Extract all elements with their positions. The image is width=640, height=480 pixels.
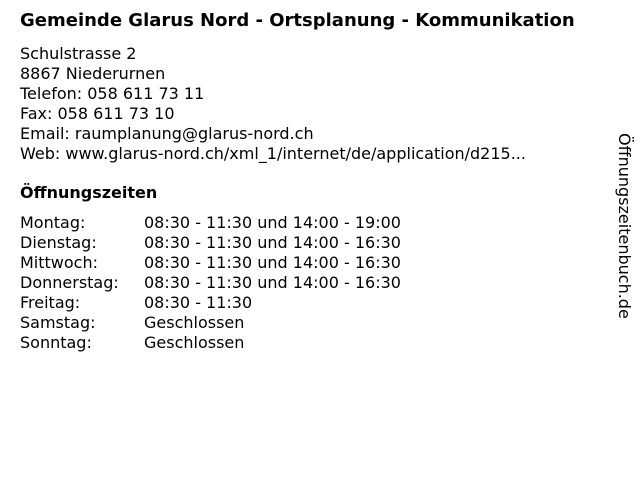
hours-row-friday — [20, 293, 610, 313]
hours-row-thursday — [20, 273, 610, 293]
hours-day: Dienstag: — [20, 233, 97, 252]
street-line: Schulstrasse 2 — [20, 44, 137, 63]
hours-row-monday — [20, 213, 610, 233]
hours-row-sunday — [20, 333, 610, 353]
opening-hours-heading: Öffnungszeiten — [20, 183, 158, 202]
hours-row-tuesday — [20, 233, 610, 253]
hours-day: Donnerstag: — [20, 273, 119, 292]
hours-row-wednesday — [20, 253, 610, 273]
hours-time: 08:30 - 11:30 und 14:00 - 16:30 — [144, 253, 401, 272]
listing-card — [20, 10, 610, 353]
phone-line: Telefon: 058 611 73 11 — [20, 84, 205, 103]
hours-time: Geschlossen — [144, 313, 245, 332]
web-line: Web: www.glarus-nord.ch/xml_1/internet/de/application/d215... — [20, 144, 526, 163]
hours-row-saturday — [20, 313, 610, 333]
hours-time: 08:30 - 11:30 — [144, 293, 253, 312]
hours-day: Samstag: — [20, 313, 96, 332]
opening-hours-table — [20, 213, 610, 353]
city-line: 8867 Niederurnen — [20, 64, 166, 83]
hours-time: 08:30 - 11:30 und 14:00 - 16:30 — [144, 273, 401, 292]
side-brand-watermark: Öffnungszeitenbuch.de — [615, 133, 634, 319]
hours-day: Freitag: — [20, 293, 81, 312]
hours-time: Geschlossen — [144, 333, 245, 352]
address-block — [20, 44, 610, 164]
page-title: Gemeinde Glarus Nord - Ortsplanung - Kommunikation — [20, 10, 575, 31]
hours-day: Sonntag: — [20, 333, 92, 352]
email-line: Email: raumplanung@glarus-nord.ch — [20, 124, 314, 143]
hours-time: 08:30 - 11:30 und 14:00 - 16:30 — [144, 233, 401, 252]
hours-day: Montag: — [20, 213, 86, 232]
hours-day: Mittwoch: — [20, 253, 98, 272]
fax-line: Fax: 058 611 73 10 — [20, 104, 175, 123]
hours-time: 08:30 - 11:30 und 14:00 - 19:00 — [144, 213, 401, 232]
